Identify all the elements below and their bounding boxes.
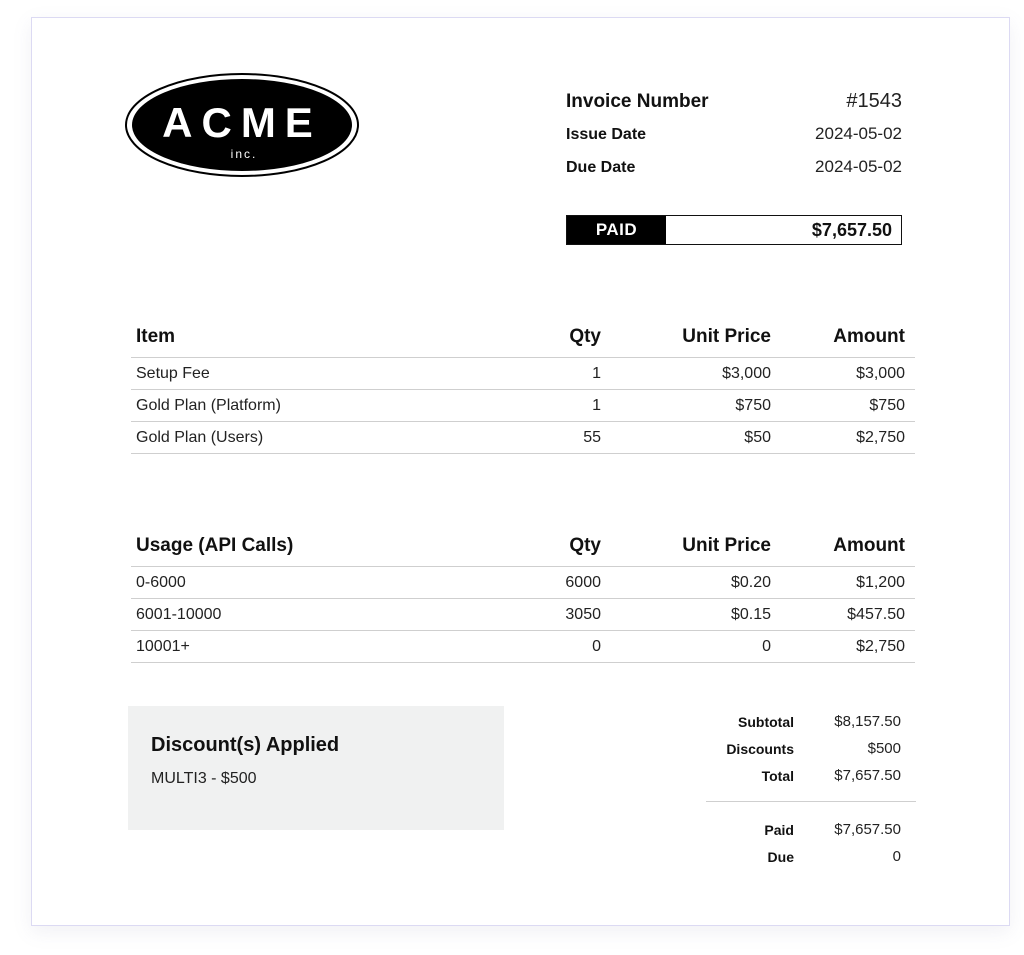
paid-value: $7,657.50 [834,821,901,838]
subtotal-row [706,708,916,735]
invoice-page [31,17,1010,926]
cell-unit-price: $3,000 [601,358,771,390]
table-row [131,567,915,599]
cell-amount: $3,000 [771,358,915,390]
cell-amount: $457.50 [771,599,915,631]
cell-unit-price: $750 [601,390,771,422]
subtotal-value: $8,157.50 [834,713,901,730]
table-row [131,390,915,422]
cell-usage-tier: 10001+ [131,631,431,663]
total-label: Total [761,767,794,784]
invoice-number-row [566,90,902,124]
cell-item: Setup Fee [131,358,431,390]
subtotal-label: Subtotal [738,713,794,730]
column-header-amount: Amount [771,526,915,567]
totals-divider [706,801,916,802]
cell-unit-price: $0.20 [601,567,771,599]
cell-amount: $2,750 [771,631,915,663]
cell-unit-price: 0 [601,631,771,663]
due-date-label: Due Date [566,159,636,176]
invoice-number-label: Invoice Number [566,91,709,112]
column-header-qty: Qty [431,317,601,358]
table-row [131,599,915,631]
discount-code: MULTI3 - $500 [151,770,257,787]
cell-qty: 3050 [431,599,601,631]
due-date-row [566,157,902,190]
paid-row [706,816,916,843]
cell-usage-tier: 6001-10000 [131,599,431,631]
table-header-row [131,526,915,567]
column-header-item: Item [131,317,431,358]
table-row [131,631,915,663]
total-row [706,762,916,789]
issue-date: 2024-05-02 [815,124,902,143]
payment-status-bar [566,215,902,245]
svg-text:inc.: inc. [230,147,258,161]
cell-qty: 55 [431,422,601,454]
discounts-label: Discounts [726,740,794,757]
due-value: 0 [892,848,901,865]
paid-label: Paid [764,821,794,838]
items-table [131,317,915,454]
discounts-row [706,735,916,762]
cell-amount: $1,200 [771,567,915,599]
discount-title: Discount(s) Applied [151,734,340,756]
column-header-unit-price: Unit Price [601,526,771,567]
due-row [706,843,916,870]
cell-item: Gold Plan (Platform) [131,390,431,422]
table-header-row [131,317,915,358]
acme-logo [124,72,360,178]
cell-usage-tier: 0-6000 [131,567,431,599]
cell-unit-price: $0.15 [601,599,771,631]
invoice-number: #1543 [846,90,902,112]
discount-panel [128,706,504,830]
issue-date-row [566,124,902,157]
status-amount: $7,657.50 [811,219,892,240]
table-row [131,422,915,454]
column-header-usage: Usage (API Calls) [131,526,431,567]
invoice-meta [566,90,902,190]
due-label: Due [767,848,794,865]
svg-text:ACME: ACME [162,99,322,146]
column-header-amount: Amount [771,317,915,358]
issue-date-label: Issue Date [566,126,647,143]
discounts-value: $500 [867,740,901,757]
cell-amount: $750 [771,390,915,422]
cell-qty: 0 [431,631,601,663]
column-header-qty: Qty [431,526,601,567]
cell-item: Gold Plan (Users) [131,422,431,454]
due-date: 2024-05-02 [815,157,902,176]
column-header-unit-price: Unit Price [601,317,771,358]
totals-summary [706,708,916,870]
cell-qty: 1 [431,358,601,390]
cell-qty: 6000 [431,567,601,599]
status-badge: PAID [567,216,666,244]
usage-table [131,526,915,663]
table-row [131,358,915,390]
cell-unit-price: $50 [601,422,771,454]
cell-qty: 1 [431,390,601,422]
total-value: $7,657.50 [834,767,901,784]
cell-amount: $2,750 [771,422,915,454]
